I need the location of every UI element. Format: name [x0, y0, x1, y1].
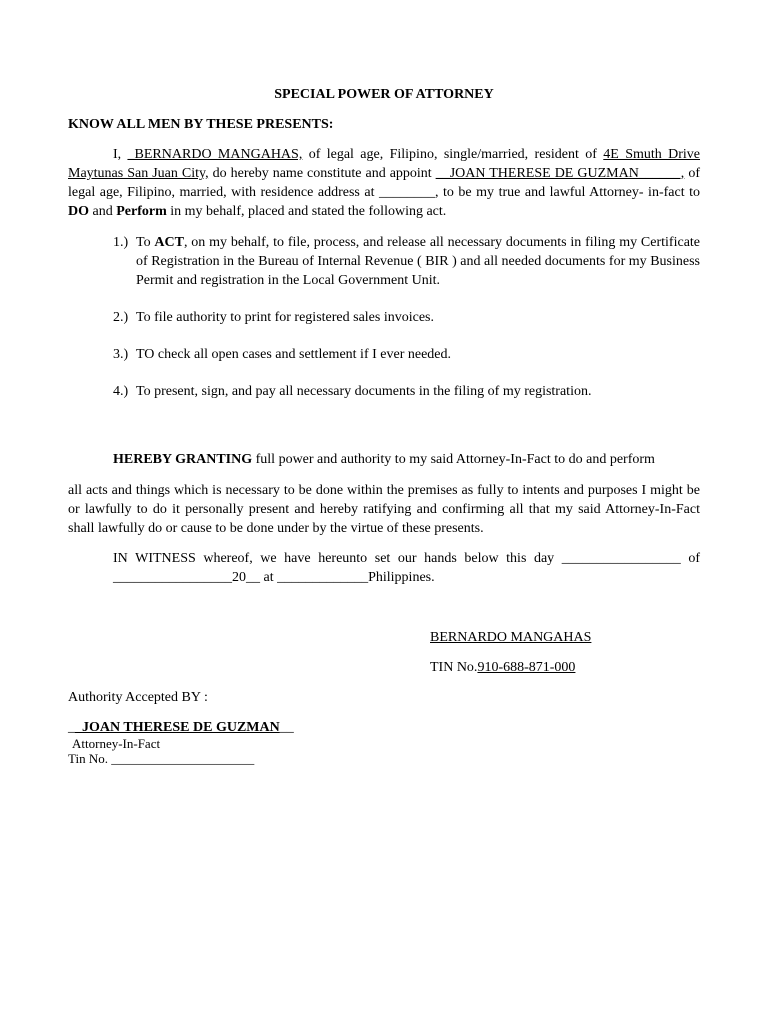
know-all-men-heading: KNOW ALL MEN BY THESE PRESENTS:: [68, 117, 334, 132]
witness-paragraph: IN WITNESS whereof, we have hereunto set our hands below this day _________________ of _________________20__ at _____________Philippines.: [113, 551, 700, 585]
list-item-pre: To: [136, 235, 155, 250]
intro-part1: of legal age, Filipino, single/married, resident of: [302, 147, 604, 162]
grantor-name: _BERNARDO MANGAHAS,: [127, 147, 303, 162]
granting-paragraph: all acts and things which is necessary to be done within the premises as fully to intents and purposes I might be or lawfully to do it personally present and hereby ratifying and confirming all that my said Attorney-In-Fact shall lawfully do or cause to be done under by the virtue of these presents.: [68, 483, 700, 536]
list-item-number: 2.): [113, 310, 129, 325]
attorney-sign-pre: _: [68, 720, 75, 735]
intro-and: and: [89, 204, 117, 219]
list-item-text: , on my behalf, to file, process, and release all necessary documents in filing my Certificate of Registration in the Bureau of Internal Revenue ( BIR ) and all needed documents for my Business Permit and registration in the Local Government Unit.: [136, 235, 701, 288]
list-item: [113, 233, 700, 290]
list-item-number: 3.): [113, 347, 129, 362]
granting-rest: full power and authority to my said Attorney-In-Fact to do and perform: [252, 452, 655, 467]
grantor-address: 4E Smuth Drive Maytunas San Juan City,: [68, 147, 701, 181]
intro-do: DO: [68, 204, 89, 219]
attorney-tin-label: Tin No: [68, 751, 105, 766]
grantor-signature: BERNARDO MANGAHAS: [430, 630, 592, 645]
grantor-tin: [430, 658, 575, 677]
intro-pre: I,: [113, 147, 128, 162]
intro-paragraph: [68, 145, 700, 221]
intro-part2: do hereby name constitute and appoint: [208, 166, 436, 181]
granting-line: [113, 450, 700, 469]
list-item: [113, 308, 700, 327]
attorney-name: __JOAN THERESE DE GUZMAN______,: [435, 166, 685, 181]
attorney-role: Attorney-In-Fact: [72, 736, 161, 751]
list-item-text: To file authority to print for registered sales invoices.: [136, 310, 434, 325]
list-item-number: 1.): [113, 235, 129, 250]
list-item-number: 4.): [113, 384, 129, 399]
attorney-sign-name: _JOAN THERESE DE GUZMAN: [75, 720, 280, 735]
list-item: [113, 345, 700, 364]
list-item-text: TO check all open cases and settlement if I ever needed.: [136, 347, 451, 362]
list-item-bold: ACT: [154, 235, 184, 250]
attorney-tin: [68, 749, 254, 768]
authority-accepted-label: Authority Accepted BY :: [68, 690, 208, 705]
intro-perform: Perform: [116, 204, 167, 219]
tin-value: 910-688-871-000: [477, 660, 576, 675]
attorney-sign-post: __: [279, 720, 294, 735]
list-item-text: To present, sign, and pay all necessary documents in the filing of my registration.: [136, 384, 592, 399]
intro-part3: of legal age, Filipino, married, with residence address at ________, to be my true and lawful Attorney- in-fact to: [68, 166, 700, 200]
granting-bold: HEREBY GRANTING: [113, 452, 253, 467]
list-item: [113, 382, 700, 401]
attorney-tin-blank: . ______________________: [104, 751, 255, 766]
document-title: SPECIAL POWER OF ATTORNEY: [274, 87, 494, 102]
intro-part4: in my behalf, placed and stated the following act.: [166, 204, 447, 219]
tin-label: TIN No.: [430, 660, 478, 675]
